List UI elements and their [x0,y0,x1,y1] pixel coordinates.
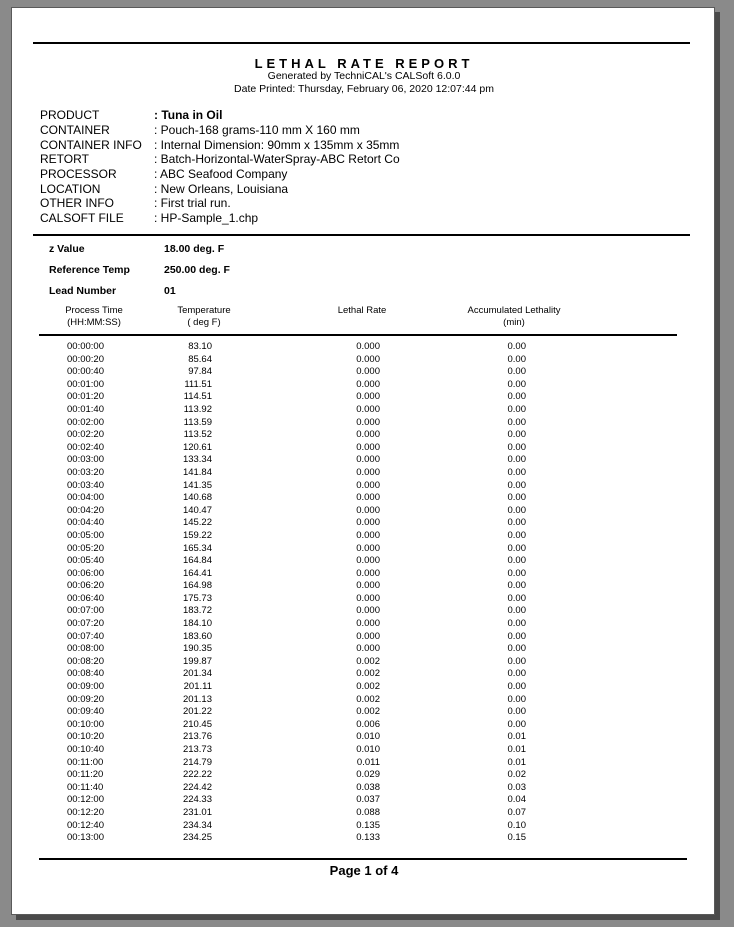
accumulated-lethality-cell: 0.00 [507,353,526,365]
lethal-rate-cell: 0.000 [356,492,380,504]
table-row [12,731,716,744]
table-row [12,429,716,442]
accumulated-lethality-cell: 0.03 [507,781,526,793]
temperature-cell: 140.68 [182,492,212,504]
process-time-cell: 00:07:40 [67,630,104,642]
lethal-rate-cell: 0.000 [356,366,380,378]
info-value: : First trial run. [154,196,231,210]
column-header-line: ( deg F) [187,317,221,328]
process-time-cell: 00:06:00 [67,567,104,579]
accumulated-lethality-cell: 0.00 [507,504,526,516]
lethal-rate-cell: 0.000 [356,403,380,415]
temperature-cell: 141.84 [182,466,212,478]
info-rule [33,234,690,236]
process-time-cell: 00:02:20 [67,429,104,441]
temperature-cell: 210.45 [182,718,212,730]
lethal-rate-cell: 0.000 [356,341,380,352]
table-row [12,719,716,732]
process-time-cell: 00:07:00 [67,605,104,617]
lethal-rate-cell: 0.000 [356,643,380,655]
table-row [12,379,716,392]
accumulated-lethality-cell: 0.01 [507,756,526,768]
temperature-cell: 222.22 [182,769,212,781]
lethal-rate-cell: 0.000 [356,580,380,592]
temperature-cell: 201.22 [182,706,212,718]
table-row [12,366,716,379]
process-time-cell: 00:10:40 [67,744,104,755]
temperature-cell: 85.64 [188,353,212,365]
process-time-cell: 00:05:40 [67,555,104,567]
info-label: LOCATION [40,182,101,196]
process-time-cell: 00:00:20 [67,353,104,365]
accumulated-lethality-cell: 0.07 [507,806,526,818]
process-time-cell: 00:10:20 [67,731,104,743]
accumulated-lethality-cell: 0.00 [507,668,526,680]
top-rule [33,42,690,44]
table-row [12,417,716,430]
table-row [12,530,716,543]
info-value: : HP-Sample_1.chp [154,211,259,225]
temperature-cell: 120.61 [182,441,212,453]
table-row [12,782,716,795]
column-header-process-time [54,305,134,329]
header-rule [39,334,677,336]
lethal-rate-cell: 0.000 [356,454,380,466]
report-title: LETHAL RATE REPORT [254,56,474,71]
table-row [12,467,716,480]
process-time-cell: 00:12:40 [67,819,104,831]
accumulated-lethality-cell: 0.00 [507,681,526,693]
accumulated-lethality-cell: 0.00 [507,718,526,730]
temperature-cell: 113.59 [183,416,212,428]
table-row [12,442,716,455]
process-time-cell: 00:01:40 [67,403,104,415]
lethal-rate-cell: 0.000 [356,630,380,642]
lethal-rate-cell: 0.000 [356,466,380,478]
process-time-cell: 00:05:20 [67,542,104,554]
info-value: : New Orleans, Louisiana [154,182,289,196]
temperature-cell: 234.25 [182,832,212,844]
info-value: : Batch-Horizontal-WaterSpray-ABC Retort Co [154,152,400,166]
process-time-cell: 00:03:20 [67,466,104,478]
process-time-cell: 00:04:20 [67,504,104,516]
lethal-rate-cell: 0.029 [356,769,380,781]
table-row [12,543,716,556]
table-row [12,517,716,530]
param-label-reference-temp: Reference Temp [49,264,130,276]
table-row [12,618,716,631]
temperature-cell: 145.22 [182,517,212,529]
process-time-cell: 00:04:40 [67,517,104,529]
column-header-line: Process Time [65,305,123,316]
process-time-cell: 00:02:00 [67,416,104,428]
process-time-cell: 00:08:20 [67,655,104,667]
lethal-rate-cell: 0.133 [356,832,380,844]
accumulated-lethality-cell: 0.00 [507,378,526,390]
temperature-cell: 224.33 [182,794,212,806]
report-page [11,7,715,915]
column-header-line: Temperature [177,305,231,316]
table-row [12,706,716,719]
temperature-cell: 190.35 [182,643,212,655]
temperature-cell: 114.51 [183,391,212,403]
lethal-rate-cell: 0.006 [356,718,380,730]
table-row [12,404,716,417]
temperature-cell: 164.41 [182,567,212,579]
table-row [12,757,716,770]
lethal-rate-cell: 0.002 [356,655,380,667]
table-row [12,820,716,833]
table-row [12,593,716,606]
temperature-cell: 224.42 [182,781,212,793]
table-row [12,794,716,807]
process-time-cell: 00:06:40 [67,592,104,604]
lethal-rate-cell: 0.002 [356,668,380,680]
process-time-cell: 00:04:00 [67,492,104,504]
column-header-accumulated-lethality [444,305,584,329]
param-label-z-value: z Value [49,243,85,255]
temperature-cell: 234.34 [182,819,212,831]
table-row [12,354,716,367]
process-time-cell: 00:09:20 [67,693,104,705]
table-row [12,656,716,669]
process-time-cell: 00:13:00 [67,832,104,844]
temperature-cell: 140.47 [182,504,212,516]
column-header-line: Lethal Rate [337,305,387,316]
table-row [12,391,716,404]
accumulated-lethality-cell: 0.00 [507,529,526,541]
accumulated-lethality-cell: 0.01 [507,744,526,755]
param-label-lead-number: Lead Number [49,285,117,297]
accumulated-lethality-cell: 0.00 [507,429,526,441]
table-row [12,631,716,644]
lethal-rate-cell: 0.088 [356,806,380,818]
accumulated-lethality-cell: 0.00 [507,517,526,529]
lethal-rate-cell: 0.000 [356,618,380,630]
temperature-cell: 201.34 [182,668,212,680]
table-row [12,505,716,518]
temperature-cell: 201.13 [182,693,212,705]
process-time-cell: 00:11:20 [67,769,104,781]
process-time-cell: 00:10:00 [67,718,104,730]
lethal-rate-cell: 0.000 [356,592,380,604]
lethal-rate-cell: 0.010 [356,731,380,743]
accumulated-lethality-cell: 0.00 [507,542,526,554]
accumulated-lethality-cell: 0.00 [507,693,526,705]
accumulated-lethality-cell: 0.02 [507,769,526,781]
temperature-cell: 164.98 [182,580,212,592]
table-row [12,605,716,618]
lethal-rate-cell: 0.000 [356,542,380,554]
lethal-rate-cell: 0.000 [356,567,380,579]
process-time-cell: 00:05:00 [67,529,104,541]
lethal-rate-cell: 0.000 [356,441,380,453]
temperature-cell: 111.51 [184,378,212,390]
temperature-cell: 141.35 [182,479,212,491]
temperature-cell: 183.72 [182,605,212,617]
lethal-rate-cell: 0.000 [356,353,380,365]
info-label: CONTAINER INFO [40,138,142,152]
param-value-lead-number: 01 [164,285,176,297]
table-row [12,568,716,581]
lethal-rate-cell: 0.000 [356,529,380,541]
lethal-rate-cell: 0.000 [356,391,380,403]
process-time-cell: 00:12:20 [67,806,104,818]
process-time-cell: 00:11:00 [67,756,104,768]
table-row [12,341,716,354]
lethal-rate-cell: 0.000 [356,504,380,516]
process-time-cell: 00:07:20 [67,618,104,630]
accumulated-lethality-cell: 0.00 [507,655,526,667]
info-value: : Pouch-168 grams-110 mm X 160 mm [154,123,360,137]
table-row [12,555,716,568]
accumulated-lethality-cell: 0.15 [507,832,526,844]
column-header-line: Accumulated Lethality [467,305,561,316]
table-row [12,807,716,820]
accumulated-lethality-cell: 0.00 [507,454,526,466]
info-value: : ABC Seafood Company [154,167,288,181]
temperature-cell: 133.34 [182,454,212,466]
column-header-line: (min) [503,317,525,328]
column-header-lethal-rate [322,305,402,317]
process-time-cell: 00:03:40 [67,479,104,491]
info-label: PROCESSOR [40,167,117,181]
table-row [12,454,716,467]
info-label: RETORT [40,152,89,166]
process-time-cell: 00:09:00 [67,681,104,693]
process-time-cell: 00:09:40 [67,706,104,718]
table-row [12,681,716,694]
accumulated-lethality-cell: 0.01 [507,731,526,743]
lethal-rate-cell: 0.038 [356,781,380,793]
table-row [12,643,716,656]
accumulated-lethality-cell: 0.00 [507,441,526,453]
process-time-cell: 00:00:40 [67,366,104,378]
temperature-cell: 184.10 [182,618,212,630]
lethal-rate-cell: 0.000 [356,517,380,529]
param-value-z-value: 18.00 deg. F [164,243,225,255]
column-header-temperature [164,305,244,329]
table-row [12,668,716,681]
lethal-rate-cell: 0.000 [356,378,380,390]
process-time-cell: 00:12:00 [67,794,104,806]
date-printed: Date Printed: Thursday, February 06, 2020 12:07:44 pm [234,83,494,95]
lethal-rate-cell: 0.010 [356,744,380,755]
lethal-rate-cell: 0.000 [356,479,380,491]
lethal-rate-cell: 0.002 [356,681,380,693]
info-label: OTHER INFO [40,196,114,210]
accumulated-lethality-cell: 0.00 [507,479,526,491]
table-row [12,769,716,782]
lethal-rate-cell: 0.135 [356,819,380,831]
lethal-rate-cell: 0.000 [356,429,380,441]
accumulated-lethality-cell: 0.00 [507,618,526,630]
temperature-cell: 201.11 [183,681,212,693]
accumulated-lethality-cell: 0.00 [507,605,526,617]
lethal-rate-cell: 0.000 [356,555,380,567]
info-value: : Internal Dimension: 90mm x 135mm x 35mm [154,138,400,152]
accumulated-lethality-cell: 0.00 [507,706,526,718]
process-time-cell: 00:02:40 [67,441,104,453]
generated-by: Generated by TechniCAL's CALSoft 6.0.0 [267,70,461,82]
table-row [12,580,716,593]
accumulated-lethality-cell: 0.00 [507,592,526,604]
lethal-rate-cell: 0.000 [356,605,380,617]
lethal-rate-cell: 0.002 [356,693,380,705]
accumulated-lethality-cell: 0.00 [507,567,526,579]
process-time-cell: 00:08:40 [67,668,104,680]
temperature-cell: 213.76 [182,731,212,743]
info-label: CONTAINER [40,123,110,137]
temperature-cell: 165.34 [182,542,212,554]
accumulated-lethality-cell: 0.00 [507,466,526,478]
lethal-rate-cell: 0.002 [356,706,380,718]
table-row [12,492,716,505]
temperature-cell: 97.84 [188,366,212,378]
process-time-cell: 00:01:00 [67,378,104,390]
accumulated-lethality-cell: 0.00 [507,555,526,567]
temperature-cell: 231.01 [182,806,212,818]
temperature-cell: 183.60 [182,630,212,642]
bottom-rule [39,858,687,860]
temperature-cell: 159.22 [182,529,212,541]
accumulated-lethality-cell: 0.00 [507,366,526,378]
accumulated-lethality-cell: 0.00 [507,492,526,504]
table-row [12,744,716,757]
accumulated-lethality-cell: 0.00 [507,580,526,592]
table-row [12,480,716,493]
lethal-rate-cell: 0.000 [356,416,380,428]
temperature-cell: 113.92 [183,403,212,415]
accumulated-lethality-cell: 0.04 [507,794,526,806]
info-label: PRODUCT [40,108,100,122]
accumulated-lethality-cell: 0.00 [507,630,526,642]
temperature-cell: 164.84 [182,555,212,567]
info-value: : Tuna in Oil [154,108,223,122]
temperature-cell: 83.10 [188,341,212,352]
accumulated-lethality-cell: 0.00 [507,643,526,655]
temperature-cell: 213.73 [182,744,212,755]
table-row [12,832,716,845]
accumulated-lethality-cell: 0.00 [507,391,526,403]
param-value-reference-temp: 250.00 deg. F [164,264,230,276]
column-header-line: (HH:MM:SS) [67,317,121,328]
temperature-cell: 214.79 [182,756,212,768]
accumulated-lethality-cell: 0.10 [507,819,526,831]
temperature-cell: 199.87 [182,655,212,667]
accumulated-lethality-cell: 0.00 [507,341,526,352]
lethal-rate-cell: 0.011 [356,756,380,768]
process-time-cell: 00:08:00 [67,643,104,655]
page-number: Page 1 of 4 [329,863,399,878]
info-label: CALSOFT FILE [40,211,124,225]
process-time-cell: 00:01:20 [67,391,104,403]
process-time-cell: 00:06:20 [67,580,104,592]
lethal-rate-table [12,341,716,845]
temperature-cell: 113.52 [183,429,212,441]
process-time-cell: 00:00:00 [67,341,104,352]
accumulated-lethality-cell: 0.00 [507,403,526,415]
temperature-cell: 175.73 [182,592,212,604]
lethal-rate-cell: 0.037 [356,794,380,806]
table-row [12,694,716,707]
accumulated-lethality-cell: 0.00 [507,416,526,428]
process-time-cell: 00:11:40 [67,781,104,793]
process-time-cell: 00:03:00 [67,454,104,466]
